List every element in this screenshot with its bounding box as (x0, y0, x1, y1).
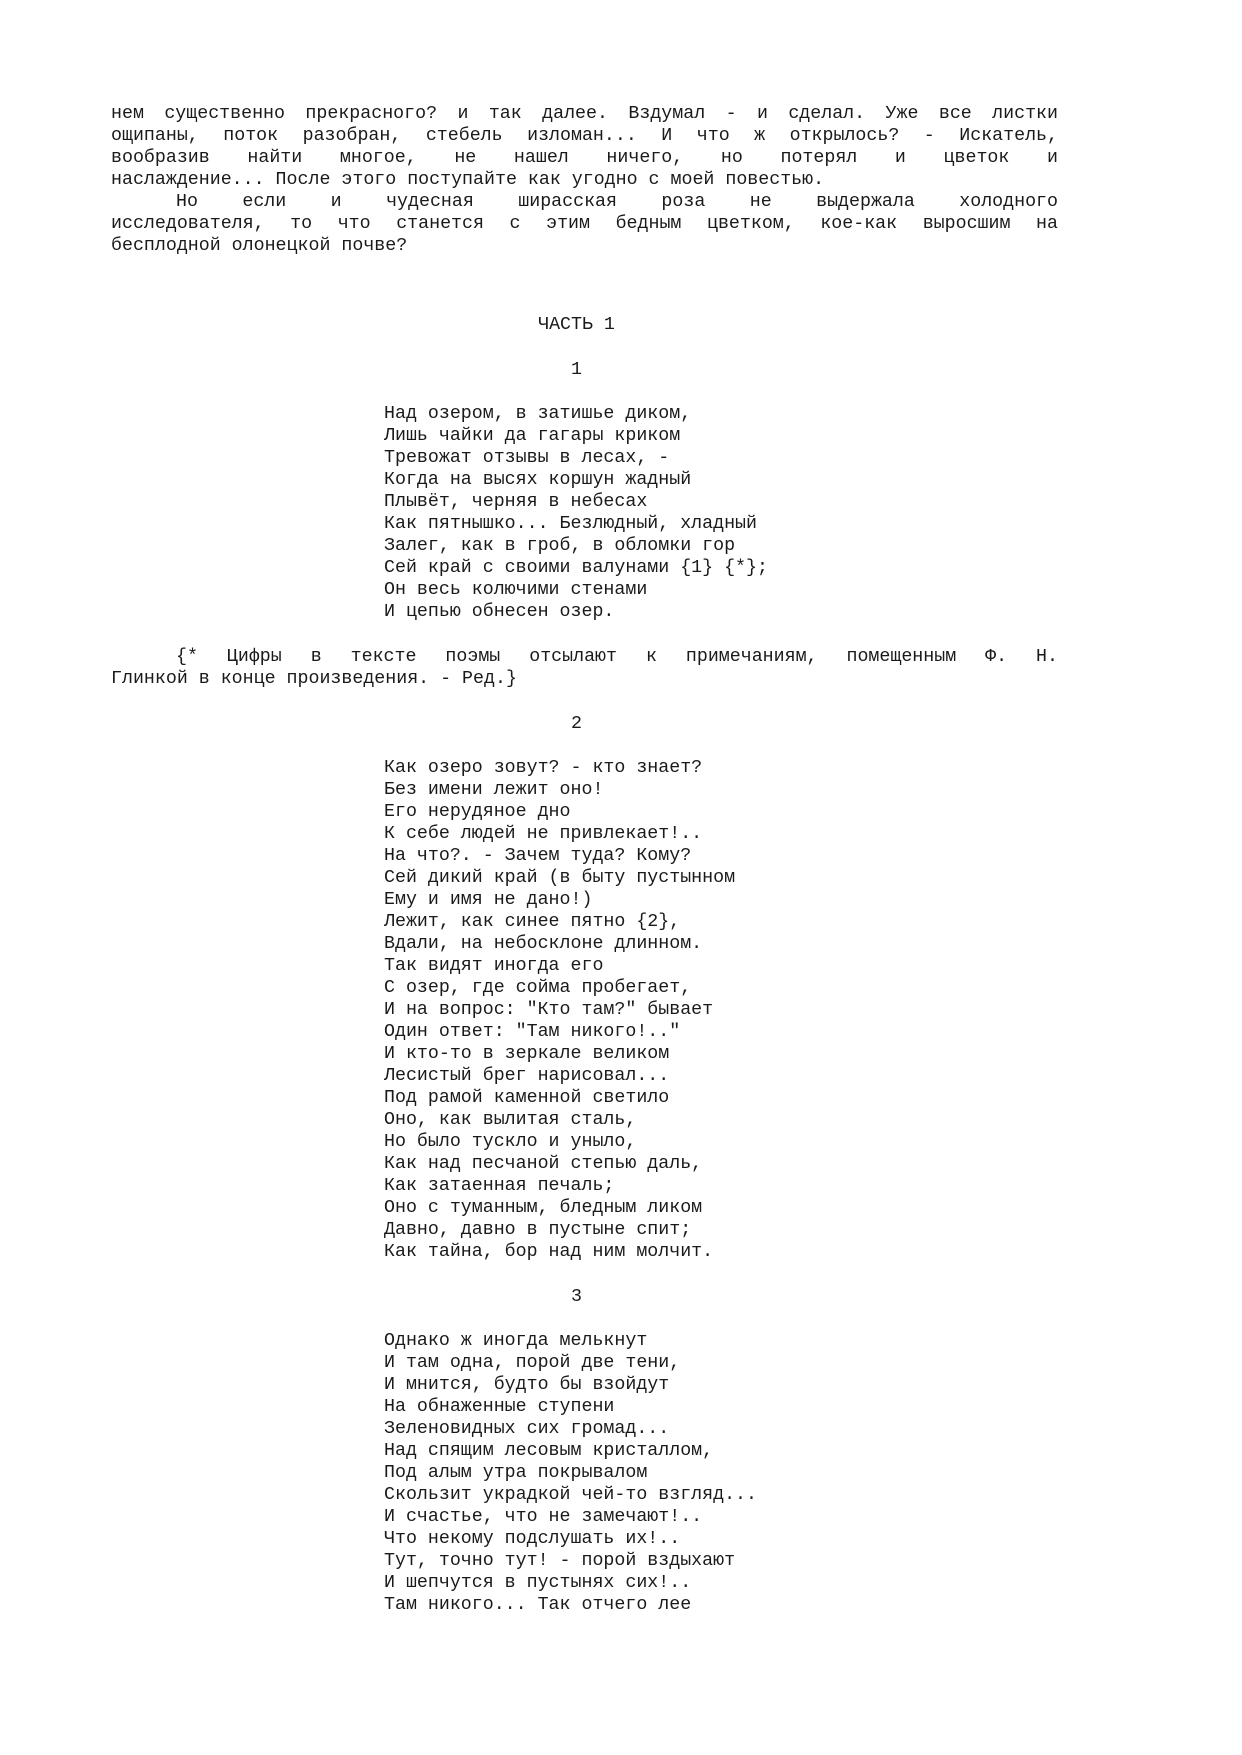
section-number: 1 (571, 360, 582, 380)
verse-line: Над озером, в затишье диком, (384, 404, 692, 424)
verse-line: Там никого... Так отчего лее (384, 1595, 692, 1615)
verse-line: И кто-то в зеркале великом (384, 1044, 670, 1064)
verse-line: Тревожат отзывы в лесах, - (384, 448, 670, 468)
verse-line: Лесистый брег нарисовал... (384, 1066, 670, 1086)
verse-line: Оно с туманным, бледным ликом (384, 1198, 703, 1218)
verse-line: Как над песчаной степью даль, (384, 1154, 703, 1174)
verse-line: И на вопрос: "Кто там?" бывает (384, 1000, 714, 1020)
verse-line: К себе людей не привлекает!.. (384, 824, 703, 844)
verse-line: Ему и имя не дано!) (384, 890, 593, 910)
verse-line: На обнаженные ступени (384, 1397, 615, 1417)
verse-line: Залег, как в гроб, в обломки гор (384, 536, 736, 556)
verse-line: И мнится, будто бы взойдут (384, 1375, 670, 1395)
section-number: 2 (571, 714, 582, 734)
intro-line: Но если и чудесная ширасская роза не выдержала холодного (176, 192, 1058, 212)
verse-line: Лишь чайки да гагары криком (384, 426, 681, 446)
verse-line: Его нерудяное дно (384, 802, 571, 822)
verse-line: Под рамой каменной светило (384, 1088, 670, 1108)
verse-line: Лежит, как синее пятно {2}, (384, 912, 681, 932)
section-number: 3 (571, 1287, 582, 1307)
verse-line: Но было тускло и уныло, (384, 1132, 637, 1152)
verse-line: Сей дикий край (в быту пустынном (384, 868, 736, 888)
verse-line: Вдали, на небосклоне длинном. (384, 934, 703, 954)
verse-line: Плывёт, черняя в небесах (384, 492, 648, 512)
intro-line: ощипаны, поток разобран, стебель изломан... И что ж открылось? - Искатель, (111, 126, 1058, 146)
verse-line: Под алым утра покрывалом (384, 1463, 648, 1483)
intro-line: вообразив найти многое, не нашел ничего, но потерял и цветок и (111, 148, 1058, 168)
verse-line: Без имени лежит оно! (384, 780, 604, 800)
verse-line: Когда на высях коршун жадный (384, 470, 692, 490)
part-title: ЧАСТЬ 1 (538, 315, 615, 335)
verse-line: Однако ж иногда мелькнут (384, 1331, 648, 1351)
verse-line: Оно, как вылитая сталь, (384, 1110, 637, 1130)
verse-line: С озер, где сойма пробегает, (384, 978, 692, 998)
intro-line: нем существенно прекрасного? и так далее. Вздумал - и сделал. Уже все листки (111, 104, 1058, 124)
intro-line: наслаждение... После этого поступайте как угодно с моей повестью. (111, 170, 825, 190)
verse-line: Что некому подслушать их!.. (384, 1529, 681, 1549)
verse-line: Как затаенная печаль; (384, 1176, 615, 1196)
verse-line: Как тайна, бор над ним молчит. (384, 1242, 714, 1262)
intro-line: исследователя, то что станется с этим бедным цветком, кое-как выросшим на (111, 214, 1058, 234)
verse-line: И там одна, порой две тени, (384, 1353, 681, 1373)
verse-line: И шепчутся в пустынях сих!.. (384, 1573, 692, 1593)
verse-line: Как озеро зовут? - кто знает? (384, 758, 703, 778)
verse-line: Скользит украдкой чей-то взгляд... (384, 1485, 757, 1505)
verse-line: Он весь колючими стенами (384, 580, 648, 600)
footnote-line: {* Цифры в тексте поэмы отсылают к примечаниям, помещенным Ф. Н. (176, 647, 1058, 667)
verse-line: Тут, точно тут! - порой вздыхают (384, 1551, 736, 1571)
verse-line: И счастье, что не замечают!.. (384, 1507, 703, 1527)
verse-line: Над спящим лесовым кристаллом, (384, 1441, 714, 1461)
footnote-line: Глинкой в конце произведения. - Ред.} (111, 669, 517, 689)
verse-line: Как пятнышко... Безлюдный, хладный (384, 514, 757, 534)
verse-line: Зеленовидных сих громад... (384, 1419, 670, 1439)
intro-line: бесплодной олонецкой почве? (111, 236, 408, 256)
verse-line: На что?. - Зачем туда? Кому? (384, 846, 692, 866)
verse-line: Так видят иногда его (384, 956, 604, 976)
verse-line: Один ответ: "Там никого!.." (384, 1022, 681, 1042)
verse-line: И цепью обнесен озер. (384, 602, 615, 622)
verse-line: Давно, давно в пустыне спит; (384, 1220, 692, 1240)
verse-line: Сей край с своими валунами {1} {*}; (384, 558, 768, 578)
